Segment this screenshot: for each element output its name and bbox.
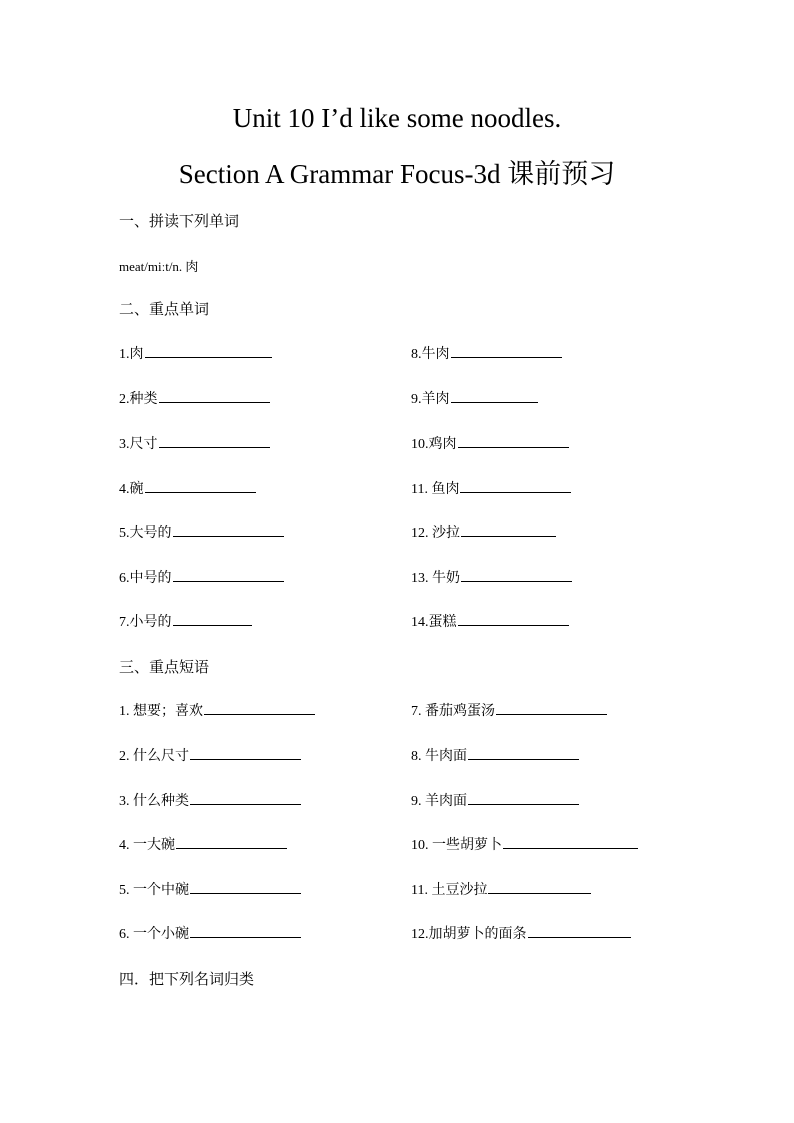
phrase-item: 3. 什么种类 (119, 792, 301, 812)
word-item: 4.碗 (119, 480, 256, 500)
word-item: 3.尺寸 (119, 435, 270, 455)
answer-blank[interactable] (460, 491, 571, 493)
answer-blank[interactable] (458, 446, 569, 448)
answer-blank[interactable] (528, 936, 631, 938)
phrase-item: 6. 一个小碗 (119, 925, 301, 945)
answer-blank[interactable] (451, 356, 562, 358)
page-title: Unit 10 I’d like some noodles. (232, 103, 562, 133)
answer-blank[interactable] (468, 803, 579, 805)
section-heading-spelling: 一、拼读下列单词 (119, 214, 240, 230)
section-heading-key-phrases: 三、重点短语 (119, 660, 210, 676)
answer-blank[interactable] (159, 446, 270, 448)
word-item: 2.种类 (119, 390, 270, 410)
answer-blank[interactable] (496, 713, 607, 715)
answer-blank[interactable] (451, 401, 538, 403)
phrase-item: 9. 羊肉面 (411, 792, 579, 812)
answer-blank[interactable] (159, 401, 270, 403)
word-item: 13. 牛奶 (411, 569, 572, 589)
page-subtitle: Section A Grammar Focus-3d 课前预习 (178, 159, 616, 189)
section-heading-key-words: 二、重点单词 (119, 302, 210, 318)
answer-blank[interactable] (461, 535, 556, 537)
word-item: 10.鸡肉 (411, 435, 569, 455)
word-item: 11. 鱼肉 (411, 480, 571, 500)
word-item: 1.肉 (119, 345, 272, 365)
answer-blank[interactable] (190, 758, 301, 760)
word-item: 6.中号的 (119, 569, 284, 589)
answer-blank[interactable] (145, 491, 256, 493)
phrase-item: 2. 什么尺寸 (119, 747, 301, 767)
answer-blank[interactable] (176, 847, 287, 849)
word-item: 14.蛋糕 (411, 613, 569, 633)
answer-blank[interactable] (173, 535, 284, 537)
word-item: 9.羊肉 (411, 390, 538, 410)
answer-blank[interactable] (190, 803, 301, 805)
answer-blank[interactable] (461, 580, 572, 582)
phrase-item: 5. 一个中碗 (119, 881, 301, 901)
answer-blank[interactable] (503, 847, 638, 849)
phrase-item: 10. 一些胡萝卜 (411, 836, 638, 856)
section-heading-classify-nouns: 四．把下列名词归类 (119, 972, 255, 988)
answer-blank[interactable] (190, 936, 301, 938)
answer-blank[interactable] (173, 580, 284, 582)
answer-blank[interactable] (468, 758, 579, 760)
phrase-item: 1. 想要；喜欢 (119, 702, 315, 722)
answer-blank[interactable] (145, 356, 272, 358)
word-item: 12. 沙拉 (411, 524, 556, 544)
phrase-item: 12.加胡萝卜的面条 (411, 925, 631, 945)
answer-blank[interactable] (190, 892, 301, 894)
answer-blank[interactable] (488, 892, 591, 894)
answer-blank[interactable] (173, 624, 252, 626)
vocab-entry-meat: meat/miːt/n. 肉 (119, 259, 199, 274)
answer-blank[interactable] (204, 713, 315, 715)
word-item: 5.大号的 (119, 524, 284, 544)
phrase-item: 7. 番茄鸡蛋汤 (411, 702, 607, 722)
phrase-item: 11. 土豆沙拉 (411, 881, 591, 901)
word-item: 8.牛肉 (411, 345, 562, 365)
phrase-item: 4. 一大碗 (119, 836, 287, 856)
word-item: 7.小号的 (119, 613, 252, 633)
phrase-item: 8. 牛肉面 (411, 747, 579, 767)
answer-blank[interactable] (458, 624, 569, 626)
